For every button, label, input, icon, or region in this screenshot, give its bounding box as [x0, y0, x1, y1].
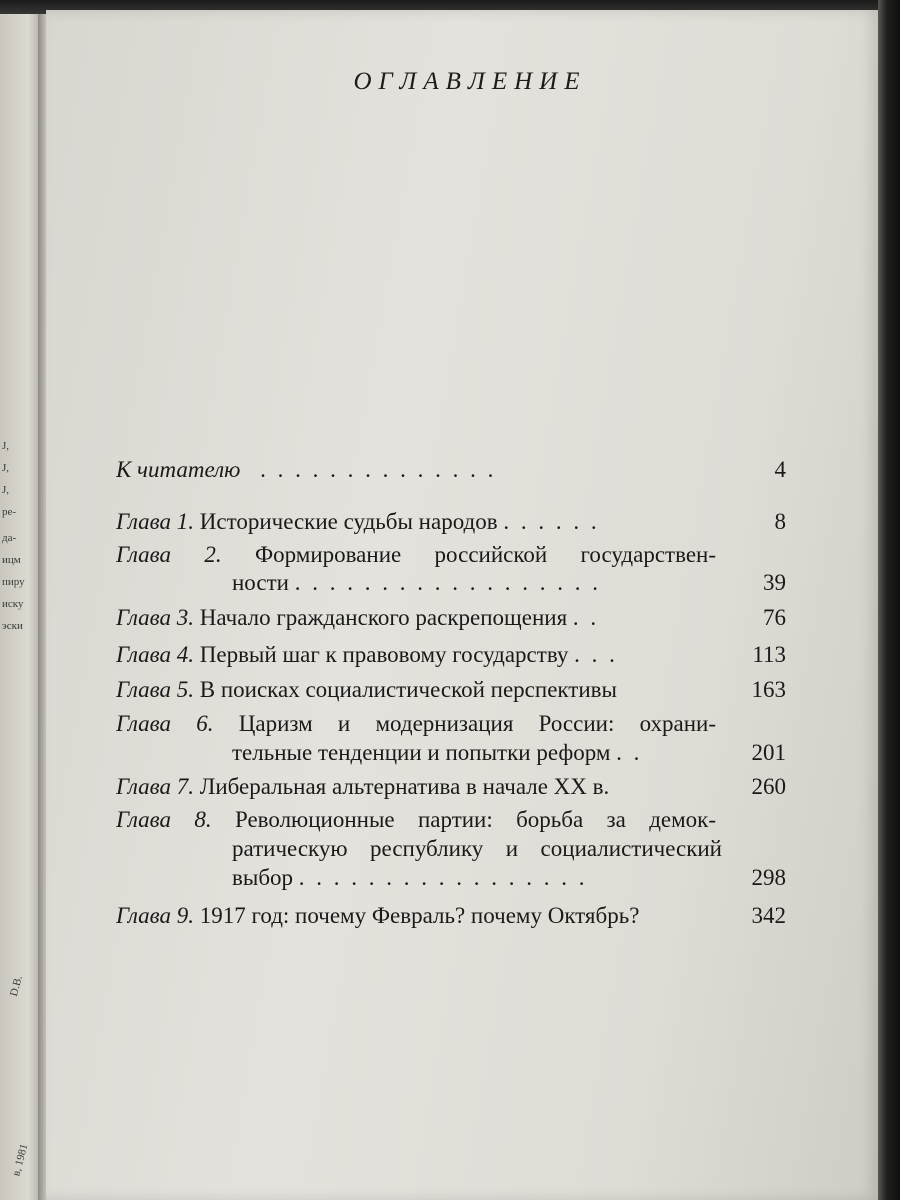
toc-entry-chapter-6[interactable]: [116, 710, 716, 738]
toc-entry-chapter-8[interactable]: [116, 806, 716, 834]
left-fragment: J,: [2, 440, 10, 452]
toc-entry-label: Глава 4.: [116, 642, 194, 667]
toc-page-number: 298: [751, 865, 786, 890]
toc-entry-title: 1917 год: почему Февраль? почему Октябрь?: [199, 903, 640, 928]
left-fragment: ицм: [2, 554, 21, 566]
toc-entry-chapter-2-cont[interactable]: [232, 569, 712, 597]
toc-entry-chapter-8-cont[interactable]: [232, 864, 712, 892]
toc-entry-chapter-9[interactable]: [116, 902, 716, 930]
toc-entry-label: К читателю: [116, 457, 241, 482]
leader-dots: . . . . . . . . . . . . . .: [260, 457, 497, 482]
page-title: ОГЛАВЛЕНИЕ: [353, 68, 587, 95]
toc-page-number: 163: [751, 677, 786, 702]
toc-entry-label: Глава 6.: [116, 711, 214, 736]
toc-entry-title: В поисках социалистической перспективы: [199, 677, 617, 702]
left-fragment: иску: [2, 598, 24, 610]
left-fragment: да-: [2, 532, 17, 544]
toc-entry-title-cont: ности: [232, 570, 289, 595]
toc-entry-to-reader[interactable]: [116, 456, 716, 484]
toc-entry-chapter-1[interactable]: [116, 508, 716, 536]
toc-entry-chapter-2[interactable]: [116, 541, 716, 569]
toc-entry-label: Глава 7.: [116, 774, 194, 799]
toc-entry-title-cont: ратическую республику и социалистический: [232, 836, 722, 861]
toc-entry-title: Царизм и модернизация России: охрани-: [238, 711, 716, 736]
leader-dots: . .: [616, 740, 643, 765]
toc-entry-title: Начало гражданского раскрепощения: [199, 605, 568, 630]
toc-entry-label: Глава 3.: [116, 605, 194, 630]
leader-dots: . . .: [574, 642, 618, 667]
toc-entry-title-cont: тельные тенденции и попытки реформ: [232, 740, 611, 765]
left-fragment: J,: [2, 484, 10, 496]
toc-page-number: 39: [763, 570, 786, 595]
leader-dots: . . . . . . . . . . . . . . . . . .: [294, 570, 601, 595]
toc-entry-title: Формирование российской государствен-: [254, 542, 716, 567]
toc-page-number: 4: [774, 457, 786, 482]
toc-page-number: 342: [751, 903, 786, 928]
left-fragment: D.B.: [7, 974, 25, 998]
toc-entry-title: Первый шаг к правовому государству: [199, 642, 569, 667]
toc-entry-chapter-6-cont[interactable]: [232, 739, 712, 767]
toc-entry-title: Исторические судьбы народов: [199, 509, 498, 534]
toc-page-number: 113: [752, 642, 786, 667]
toc-entry-label: Глава 8.: [116, 807, 212, 832]
toc-entry-label: Глава 1.: [116, 509, 194, 534]
toc-entry-title-cont: выбор: [232, 865, 294, 890]
leader-dots: . . . . . .: [503, 509, 600, 534]
toc-entry-chapter-8-cont[interactable]: [232, 835, 722, 863]
toc-entry-title: Либеральная альтернатива в начале XX в.: [199, 774, 610, 799]
toc-page-number: 201: [751, 740, 786, 765]
toc-entry-chapter-4[interactable]: [116, 641, 716, 669]
toc-page-number: 76: [763, 605, 786, 630]
toc-entry-label: Глава 5.: [116, 677, 194, 702]
toc-entry-chapter-5[interactable]: [116, 676, 716, 704]
left-fragment: пиру: [2, 576, 25, 588]
left-fragment: в, 1981: [10, 1142, 31, 1178]
leader-dots: . .: [572, 605, 600, 630]
toc-entry-label: Глава 9.: [116, 903, 194, 928]
toc-entry-chapter-7[interactable]: [116, 773, 716, 801]
toc-entry-chapter-3[interactable]: [116, 604, 716, 632]
left-fragment: ре-: [2, 506, 17, 518]
toc-entry-label: Глава 2.: [116, 542, 222, 567]
toc-page-number: 260: [751, 774, 786, 799]
toc-entry-title: Революционные партии: борьба за демок-: [234, 807, 716, 832]
toc-page-number: 8: [774, 509, 786, 534]
leader-dots: . . . . . . . . . . . . . . . . .: [298, 865, 588, 890]
left-fragment: эски: [2, 620, 23, 632]
left-fragment: J,: [2, 462, 10, 474]
